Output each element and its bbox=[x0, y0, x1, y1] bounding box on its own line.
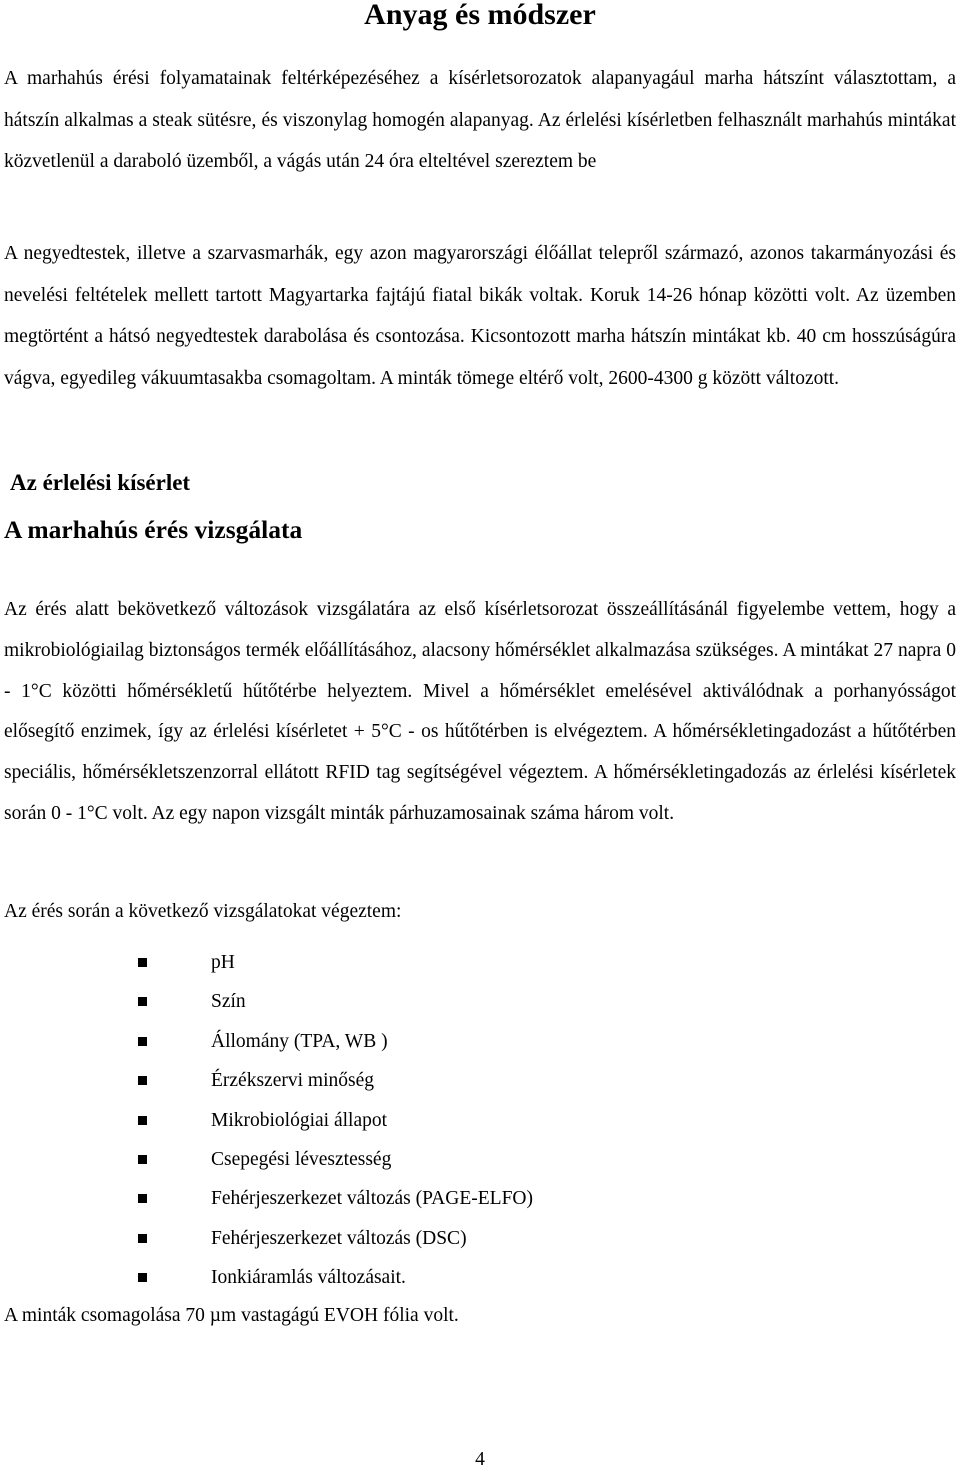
square-bullet-icon bbox=[138, 1076, 147, 1085]
list-item-text: Mikrobiológiai állapot bbox=[211, 1109, 388, 1131]
list-item-text: Érzékszervi minőség bbox=[211, 1070, 374, 1092]
square-bullet-icon bbox=[138, 1155, 147, 1164]
square-bullet-icon bbox=[138, 997, 147, 1006]
ripening-paragraph: Az érés alatt bekövetkező változások vizsgálatára az első kísérletsorozat összeállításánál figyelembe vettem, hogy a mikrobiológiailag biztonságos termék előállításához, alacsony hőmérséklet alkalmazása szükséges. A mintákat 27 napra 0 - 1°C közötti hőmérsékletű hűtőtérbe helyeztem. Mivel a hőmérséklet emelésével aktiválódnak a porhanyósságot elősegítő enzimek, így az érlelési kísérletet + 5°C - os hűtőtérben is elvégeztem. A hőmérsékletingadozást a hűtőtérben speciális, hőmérsékletszenzorral ellátott RFID tag segítségével végeztem. A hőmérsékletingadozás az érlelési kísérletek során 0 - 1°C volt. Az egy napon vizsgált minták párhuzamosainak száma három volt. bbox=[4, 599, 956, 824]
list-item-text: Ionkiáramlás változásait. bbox=[211, 1267, 406, 1289]
sample-description-paragraph: A negyedtestek, illetve a szarvasmarhák, egy azon magyarországi élőállat telepről származó, azonos takarmányozási és nevelési feltételek mellett tartott Magyartarka fajtájú fiatal bikák voltak. Koruk 14-26 hónap közötti volt. Az üzemben megtörtént a hátsó negyedtestek darabolása és csontozása. Kicsontozott marha hátszín mintákat kb. 40 cm hosszúságúra vágva, egyedileg vákuumtasakba csomagoltam. A minták tömege eltérő volt, 2600-4300 g között változott. bbox=[4, 243, 956, 389]
section-heading: A marhahús érés vizsgálata bbox=[4, 515, 303, 544]
page-title: Anyag és módszer bbox=[364, 0, 596, 31]
square-bullet-icon bbox=[138, 1273, 147, 1282]
list-item-text: Állomány (TPA, WB ) bbox=[211, 1030, 388, 1052]
list-item-text: Szín bbox=[211, 991, 246, 1013]
subsection-heading: Az érlelési kísérlet bbox=[10, 470, 191, 495]
page-number: 4 bbox=[475, 1449, 485, 1470]
intro-paragraph: A marhahús érési folyamatainak feltérképezéséhez a kísérletsorozatok alapanyagául marha hátszínt választottam, a hátszín alkalmas a steak sütésre, és viszonylag homogén alapanyag. Az érlelési kísérletben felhasznált marhahús mintákat közvetlenül a daraboló üzemből, a vágás után 24 óra elteltével szereztem be bbox=[4, 68, 956, 172]
test-list bbox=[0, 943, 960, 1298]
list-item-text: Fehérjeszerkezet változás (DSC) bbox=[211, 1227, 467, 1249]
square-bullet-icon bbox=[138, 1116, 147, 1125]
list-item bbox=[0, 1219, 960, 1258]
list-item bbox=[0, 943, 960, 982]
list-item bbox=[0, 982, 960, 1021]
packaging-paragraph: A minták csomagolása 70 µm vastagágú EVOH fólia volt. bbox=[4, 1305, 459, 1326]
list-item bbox=[0, 1258, 960, 1297]
square-bullet-icon bbox=[138, 1037, 147, 1046]
tests-intro-text: Az érés során a következő vizsgálatokat végeztem: bbox=[4, 901, 402, 922]
list-item bbox=[0, 1022, 960, 1061]
list-item bbox=[0, 1140, 960, 1179]
list-item bbox=[0, 1101, 960, 1140]
list-item bbox=[0, 1179, 960, 1218]
list-item-text: pH bbox=[211, 952, 235, 973]
list-item-text: Csepegési lévesztesség bbox=[211, 1148, 392, 1170]
square-bullet-icon bbox=[138, 1234, 147, 1243]
list-item bbox=[0, 1061, 960, 1100]
square-bullet-icon bbox=[138, 1194, 147, 1203]
list-item-text: Fehérjeszerkezet változás (PAGE-ELFO) bbox=[211, 1188, 533, 1210]
square-bullet-icon bbox=[138, 958, 147, 967]
